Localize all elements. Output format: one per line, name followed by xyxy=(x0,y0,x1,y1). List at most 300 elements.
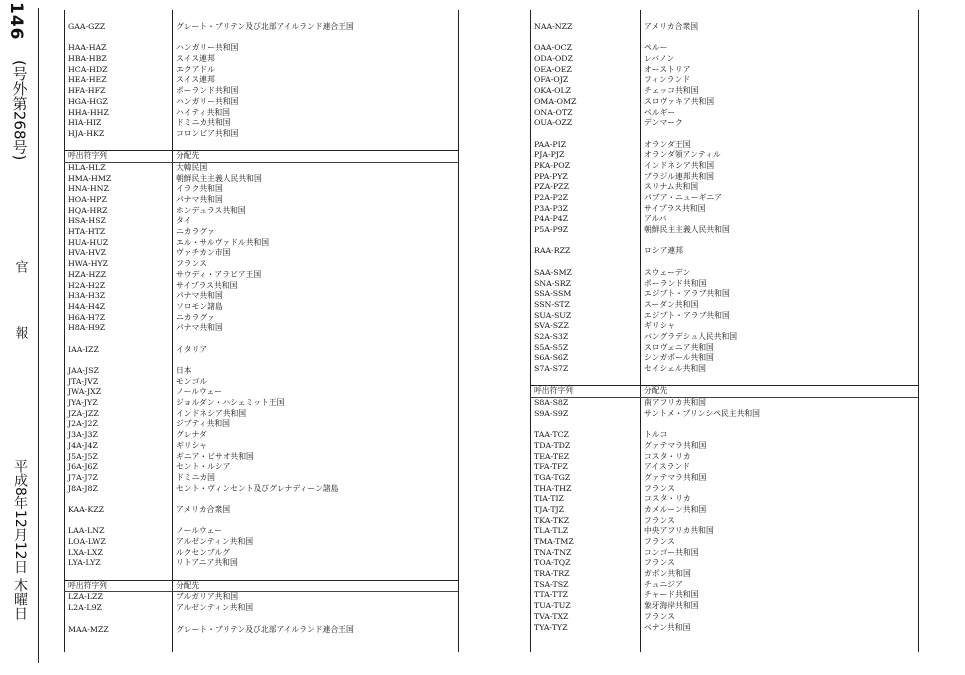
allocation-cell: グァテマラ共和国 xyxy=(644,472,707,482)
callsign-cell: JZA-JZZ xyxy=(68,408,99,418)
table-row xyxy=(530,343,918,354)
callsign-cell: H4A-H4Z xyxy=(68,301,106,311)
allocation-cell: アイスランド xyxy=(644,462,691,472)
table-row xyxy=(530,398,918,409)
callsign-cell: PZA-PZZ xyxy=(534,182,570,192)
allocation-cell: ホンデュラス共和国 xyxy=(176,205,246,215)
callsign-cell: TUA-TUZ xyxy=(534,601,571,611)
row-spacer xyxy=(530,419,918,430)
table-row xyxy=(64,281,458,292)
allocation-cell: チェッコ共和国 xyxy=(644,86,699,96)
allocation-cell: ニカラグァ xyxy=(176,227,215,237)
callsign-cell: SSN-STZ xyxy=(534,299,570,309)
table-row xyxy=(530,150,918,161)
allocation-cell: 朝鮮民主主義人民共和国 xyxy=(176,173,262,183)
table-row xyxy=(530,409,918,420)
callsign-cell: HMA-HMZ xyxy=(68,173,112,183)
callsign-cell: H8A-H9Z xyxy=(68,323,106,333)
callsign-cell: P4A-P4Z xyxy=(534,214,569,224)
table-row xyxy=(64,323,458,334)
table-row xyxy=(530,569,918,580)
table-row xyxy=(530,321,918,332)
table-row xyxy=(64,558,458,569)
callsign-cell: TOA-TQZ xyxy=(534,558,571,568)
table-row xyxy=(530,246,918,257)
allocation-cell: コスタ・リカ xyxy=(644,451,691,461)
callsign-cell: LYA-LYZ xyxy=(68,558,101,568)
publication-title: 官 報 xyxy=(12,260,28,360)
callsign-cell: JAA-JSZ xyxy=(68,366,99,375)
allocation-cell: フィンランド xyxy=(644,75,691,85)
table-row xyxy=(64,184,458,195)
row-spacer xyxy=(530,236,918,247)
table-row xyxy=(64,484,458,495)
table-row xyxy=(530,441,918,452)
table-row xyxy=(530,97,918,108)
callsign-cell: HAA-HAZ xyxy=(68,43,107,53)
callsign-cell: TYA-TYZ xyxy=(534,622,568,632)
allocation-cell: フランス xyxy=(176,259,207,269)
allocation-cell: アメリカ合衆国 xyxy=(176,504,231,514)
callsign-cell: S2A-S3Z xyxy=(534,331,569,341)
allocation-cell: ギリシャ xyxy=(176,440,208,450)
table-row xyxy=(64,603,458,614)
callsign-cell: SVA-SZZ xyxy=(534,321,569,331)
callsign-cell: HCA-HDZ xyxy=(68,64,108,74)
allocation-cell: セント・ルシア xyxy=(176,462,231,472)
allocation-cell: レバノン xyxy=(644,54,675,64)
callsign-cell: TFA-TFZ xyxy=(534,462,568,472)
allocation-cell: ハンガリー共和国 xyxy=(176,96,239,106)
table-row xyxy=(64,163,458,174)
callsign-cell: IAA-IZZ xyxy=(68,344,99,354)
callsign-cell: HSA-HSZ xyxy=(68,216,106,226)
callsign-cell: MAA-MZZ xyxy=(68,624,109,634)
allocation-cell: スロヴェニア共和国 xyxy=(644,342,714,352)
table-row xyxy=(530,140,918,151)
callsign-cell: J4A-J4Z xyxy=(68,440,98,450)
row-spacer xyxy=(64,516,458,527)
callsign-cell: HEA-HEZ xyxy=(68,75,107,85)
table-row xyxy=(64,452,458,463)
allocation-cell: ギニア・ビサオ共和国 xyxy=(176,451,254,461)
table-row xyxy=(530,452,918,463)
callsign-cell: TSA-TSZ xyxy=(534,579,569,589)
allocation-cell: インドネシア共和国 xyxy=(176,408,247,418)
allocation-cell: ハンガリー共和国 xyxy=(176,43,239,53)
allocation-cell: ジョルダン・ハシェミット王国 xyxy=(176,398,285,408)
callsign-cell: OFA-OJZ xyxy=(534,75,569,85)
allocation-cell: ノールウェー xyxy=(176,526,223,536)
allocation-cell: 日本 xyxy=(176,366,192,375)
allocation-cell: グレナダ xyxy=(176,430,207,440)
allocation-cell: ルクセンブルグ xyxy=(176,547,230,557)
table-row xyxy=(64,22,458,33)
table-row xyxy=(64,526,458,537)
allocation-cell: サイプラス共和国 xyxy=(176,280,238,290)
allocation-cell: ドミニカ国 xyxy=(176,472,215,482)
table-row xyxy=(530,86,918,97)
allocation-cell: サイプラス共和国 xyxy=(644,203,706,213)
table-row xyxy=(64,97,458,108)
table-row xyxy=(530,22,918,33)
callsign-cell: TLA-TLZ xyxy=(534,526,569,536)
callsign-cell: RAA-RZZ xyxy=(534,246,571,256)
table-row xyxy=(530,601,918,612)
allocation-cell: パナマ共和国 xyxy=(176,323,223,333)
row-spacer xyxy=(64,334,458,345)
table-row xyxy=(530,65,918,76)
allocation-cell: スイス連邦 xyxy=(176,54,215,64)
row-spacer xyxy=(64,494,458,505)
allocation-cell: ブラジル連邦共和国 xyxy=(644,171,714,181)
table-row xyxy=(530,118,918,129)
allocation-cell: グレート・ブリテン及び北部アイルランド連合王国 xyxy=(176,624,354,634)
callsign-cell: H6A-H7Z xyxy=(68,312,106,322)
callsign-cell: ODA-ODZ xyxy=(534,54,573,64)
table-row xyxy=(64,409,458,420)
allocation-cell: イタリア xyxy=(176,344,208,354)
table-row xyxy=(530,225,918,236)
table-row xyxy=(530,214,918,225)
table-row xyxy=(64,537,458,548)
table-row xyxy=(64,441,458,452)
table-row xyxy=(64,195,458,206)
table-row xyxy=(530,484,918,495)
allocation-cell: フランス xyxy=(644,558,675,568)
allocation-cell: トルコ xyxy=(644,430,668,440)
allocation-cell: カメルーン共和国 xyxy=(644,504,707,514)
allocation-header: 分配先 xyxy=(176,151,200,161)
callsign-cell: HTA-HTZ xyxy=(68,227,106,237)
allocation-cell: セント・ヴィンセント及びグレナディーン諸島 xyxy=(176,483,339,493)
table-row xyxy=(64,108,458,119)
callsign-cell: TDA-TDZ xyxy=(534,440,571,450)
table-row xyxy=(530,268,918,279)
allocation-cell: パナマ共和国 xyxy=(176,195,223,204)
allocation-cell: ジブティ共和国 xyxy=(176,419,230,429)
callsign-cell: HHA-HHZ xyxy=(68,107,109,117)
callsign-cell: S7A-S7Z xyxy=(534,364,569,373)
allocation-cell: ハイティ共和国 xyxy=(176,107,230,117)
row-spacer xyxy=(530,375,918,386)
callsign-header: 呼出符字列 xyxy=(68,151,107,161)
table-row xyxy=(64,419,458,430)
table-row xyxy=(530,494,918,505)
callsign-cell: LOA-LWZ xyxy=(68,537,106,546)
callsign-cell: TVA-TXZ xyxy=(534,611,569,621)
callsign-cell: LAA-LNZ xyxy=(68,526,105,536)
table-row xyxy=(530,537,918,548)
callsign-cell: J5A-J5Z xyxy=(68,451,98,461)
allocation-cell: ペルー xyxy=(644,43,668,53)
allocation-cell: チュニジア xyxy=(644,579,683,589)
callsign-cell: P5A-P9Z xyxy=(534,225,569,235)
callsign-cell: H2A-H2Z xyxy=(68,280,106,290)
issue-number: (号外第268号) xyxy=(10,60,29,161)
left-table-border-right xyxy=(458,10,459,652)
row-spacer xyxy=(64,140,458,151)
callsign-cell: SNA-SRZ xyxy=(534,278,572,288)
callsign-cell: NAA-NZZ xyxy=(534,22,573,31)
allocation-cell: 南アフリカ共和国 xyxy=(644,398,706,408)
allocation-cell: コスタ・リカ xyxy=(644,494,691,504)
table-row xyxy=(64,174,458,185)
row-spacer xyxy=(530,257,918,268)
left-allocation-table xyxy=(64,22,458,635)
table-row xyxy=(530,311,918,322)
table-row xyxy=(530,462,918,473)
callsign-cell: OEA-OEZ xyxy=(534,64,572,74)
callsign-cell: KAA-KZZ xyxy=(68,504,105,514)
allocation-cell: インドネシア共和国 xyxy=(644,160,715,170)
callsign-cell: HLA-HLZ xyxy=(68,162,106,172)
callsign-cell: L2A-L9Z xyxy=(68,603,102,613)
allocation-cell: ガボン共和国 xyxy=(644,569,691,579)
callsign-cell: H3A-H3Z xyxy=(68,291,106,301)
right-allocation-table xyxy=(530,22,918,633)
allocation-cell: アルゼンティン共和国 xyxy=(176,603,254,613)
callsign-cell: JWA-JXZ xyxy=(68,387,102,397)
callsign-cell: S8A-S8Z xyxy=(534,398,569,408)
allocation-cell: スーダン共和国 xyxy=(644,299,699,309)
callsign-cell: JTA-JVZ xyxy=(68,376,99,386)
table-row xyxy=(64,625,458,636)
allocation-cell: リトアニア共和国 xyxy=(176,558,238,568)
table-row xyxy=(530,204,918,215)
allocation-cell: 中央アフリカ共和国 xyxy=(644,526,714,536)
table-row xyxy=(64,313,458,324)
header-divider xyxy=(38,8,39,663)
callsign-cell: J7A-J7Z xyxy=(68,472,98,482)
table-row xyxy=(530,353,918,364)
table-row xyxy=(64,206,458,217)
callsign-cell: TEA-TEZ xyxy=(534,451,570,461)
callsign-cell: LZA-LZZ xyxy=(68,592,103,602)
allocation-cell: 象牙海岸共和国 xyxy=(644,601,699,611)
allocation-cell: サウディ・アラビア王国 xyxy=(176,269,262,279)
allocation-cell: バングラデシュ人民共和国 xyxy=(644,331,738,341)
table-row xyxy=(64,505,458,516)
callsign-cell: ONA-OTZ xyxy=(534,107,573,117)
allocation-cell: パナマ共和国 xyxy=(176,291,223,301)
callsign-cell: PPA-PYZ xyxy=(534,171,568,181)
callsign-cell: SSA-SSM xyxy=(534,289,572,299)
allocation-cell: ポーランド共和国 xyxy=(176,86,239,96)
callsign-cell: S5A-S5Z xyxy=(534,342,569,352)
table-row xyxy=(530,43,918,54)
table-row xyxy=(64,86,458,97)
allocation-cell: ベルギー xyxy=(644,107,676,117)
allocation-header: 分配先 xyxy=(644,386,668,396)
allocation-cell: モンゴル xyxy=(176,376,208,386)
allocation-cell: フランス xyxy=(644,611,675,621)
callsign-cell: J3A-J3Z xyxy=(68,430,98,440)
table-row xyxy=(64,227,458,238)
callsign-header: 呼出符字列 xyxy=(534,386,573,396)
allocation-cell: エル・サルヴァドル共和国 xyxy=(176,237,270,247)
allocation-cell: エジプト・アラブ共和国 xyxy=(644,310,730,320)
callsign-cell: HJA-HKZ xyxy=(68,128,105,138)
callsign-cell: J2A-J2Z xyxy=(68,419,98,429)
allocation-cell: スウェーデン xyxy=(644,267,691,277)
allocation-cell: スイス連邦 xyxy=(176,75,215,85)
callsign-cell: TIA-TIZ xyxy=(534,494,564,504)
table-row xyxy=(530,526,918,537)
callsign-cell: TNA-TNZ xyxy=(534,547,572,557)
allocation-cell: アメリカ合衆国 xyxy=(644,22,699,31)
row-spacer xyxy=(64,569,458,580)
table-row xyxy=(64,259,458,270)
callsign-cell: PJA-PJZ xyxy=(534,150,565,160)
callsign-cell: J8A-J8Z xyxy=(68,483,98,493)
allocation-header: 分配先 xyxy=(176,580,200,590)
callsign-cell: GAA-GZZ xyxy=(68,22,106,31)
table-row xyxy=(530,289,918,300)
callsign-cell: HWA-HYZ xyxy=(68,259,109,269)
allocation-cell: アルゼンティン共和国 xyxy=(176,537,254,546)
callsign-cell: PKA-POZ xyxy=(534,160,571,170)
callsign-cell: TJA-TJZ xyxy=(534,504,565,514)
callsign-cell: LXA-LXZ xyxy=(68,547,103,557)
issue-date: 平成8年12月12日 木曜日 xyxy=(12,459,28,620)
callsign-cell: TMA-TMZ xyxy=(534,537,574,546)
table-row xyxy=(64,387,458,398)
table-row xyxy=(64,377,458,388)
callsign-cell: TAA-TCZ xyxy=(534,430,569,440)
right-table-border-right xyxy=(918,10,919,652)
allocation-cell: シンガポール共和国 xyxy=(644,353,714,363)
callsign-cell: OUA-OZZ xyxy=(534,118,573,128)
callsign-cell: OMA-OMZ xyxy=(534,96,577,106)
table-row xyxy=(64,302,458,313)
table-row xyxy=(530,172,918,183)
allocation-cell: コンゴー共和国 xyxy=(644,547,699,557)
table-row xyxy=(530,364,918,375)
callsign-cell: TRA-TRZ xyxy=(534,569,570,579)
allocation-cell: アルバ xyxy=(644,214,667,224)
table-row xyxy=(530,54,918,65)
table-row xyxy=(64,430,458,441)
allocation-cell: ブルガリア共和国 xyxy=(176,592,239,602)
table-row xyxy=(530,300,918,311)
callsign-cell: TKA-TKZ xyxy=(534,515,570,525)
table-row xyxy=(530,108,918,119)
table-header-row xyxy=(64,580,458,593)
callsign-cell: HNA-HNZ xyxy=(68,184,109,194)
callsign-cell: TGA-TGZ xyxy=(534,472,571,482)
table-row xyxy=(530,516,918,527)
table-row xyxy=(530,182,918,193)
page-number: 146 xyxy=(6,2,26,41)
table-row xyxy=(530,505,918,516)
callsign-cell: OKA-OLZ xyxy=(534,86,572,96)
callsign-cell: JYA-JYZ xyxy=(68,398,98,408)
callsign-cell: S9A-S9Z xyxy=(534,408,569,418)
allocation-cell: エジプト・アラブ共和国 xyxy=(644,289,730,299)
allocation-cell: パプア・ニューギニア xyxy=(644,193,722,202)
allocation-cell: ベナン共和国 xyxy=(644,622,691,632)
table-row xyxy=(530,75,918,86)
allocation-cell: 朝鮮民主主義人民共和国 xyxy=(644,225,730,235)
row-spacer xyxy=(530,33,918,44)
page-header xyxy=(6,60,34,620)
callsign-cell: SAA-SMZ xyxy=(534,267,572,277)
row-spacer xyxy=(530,129,918,140)
table-row xyxy=(64,548,458,559)
allocation-cell: エクアドル xyxy=(176,64,215,74)
table-row xyxy=(530,430,918,441)
table-row xyxy=(530,548,918,559)
table-row xyxy=(64,398,458,409)
allocation-cell: オランダ王国 xyxy=(644,139,691,149)
allocation-cell: イラク共和国 xyxy=(176,184,223,194)
table-row xyxy=(64,129,458,140)
allocation-cell: スリナム共和国 xyxy=(644,182,699,192)
allocation-cell: ロシア連邦 xyxy=(644,246,683,256)
callsign-cell: THA-THZ xyxy=(534,483,572,493)
allocation-cell: ヴァチカン市国 xyxy=(176,248,231,258)
allocation-cell: フランス xyxy=(644,537,675,546)
table-row xyxy=(64,118,458,129)
table-row xyxy=(64,75,458,86)
callsign-cell: S6A-S6Z xyxy=(534,353,569,363)
callsign-cell: HGA-HGZ xyxy=(68,96,108,106)
callsign-cell: TTA-TTZ xyxy=(534,590,569,600)
allocation-cell: ドミニカ共和国 xyxy=(176,118,231,128)
allocation-cell: オランダ領アンティル xyxy=(644,150,721,160)
table-row xyxy=(64,345,458,356)
table-row xyxy=(530,580,918,591)
allocation-cell: タイ xyxy=(176,216,192,226)
table-row xyxy=(530,161,918,172)
table-row xyxy=(530,623,918,634)
table-row xyxy=(64,238,458,249)
callsign-cell: HIA-HIZ xyxy=(68,118,102,128)
row-spacer xyxy=(64,33,458,44)
table-row xyxy=(64,65,458,76)
allocation-cell: グァテマラ共和国 xyxy=(644,440,707,450)
table-header-row xyxy=(64,150,458,163)
callsign-cell: HBA-HBZ xyxy=(68,54,107,64)
callsign-cell: HOA-HPZ xyxy=(68,195,107,204)
allocation-cell: フランス xyxy=(644,515,675,525)
allocation-cell: スロヴァキア共和国 xyxy=(644,96,715,106)
table-row xyxy=(64,291,458,302)
allocation-cell: 大韓民国 xyxy=(176,162,208,172)
table-row xyxy=(64,270,458,281)
allocation-cell: ポーランド共和国 xyxy=(644,278,707,288)
table-row xyxy=(530,473,918,484)
allocation-cell: グレート・ブリテン及び北部アイルランド連合王国 xyxy=(176,22,354,31)
table-row xyxy=(64,592,458,603)
table-row xyxy=(64,473,458,484)
row-spacer xyxy=(64,355,458,366)
table-row xyxy=(64,462,458,473)
allocation-cell: ノールウェー xyxy=(176,387,223,397)
table-row xyxy=(530,193,918,204)
callsign-cell: SUA-SUZ xyxy=(534,310,572,320)
table-row xyxy=(64,43,458,54)
table-row xyxy=(530,279,918,290)
allocation-cell: チャード共和国 xyxy=(644,590,699,600)
allocation-cell: セイシェル共和国 xyxy=(644,364,706,373)
callsign-cell: HZA-HZZ xyxy=(68,269,107,279)
callsign-header: 呼出符字列 xyxy=(68,580,107,590)
table-row xyxy=(530,612,918,623)
callsign-cell: J6A-J6Z xyxy=(68,462,98,472)
table-row xyxy=(64,366,458,377)
